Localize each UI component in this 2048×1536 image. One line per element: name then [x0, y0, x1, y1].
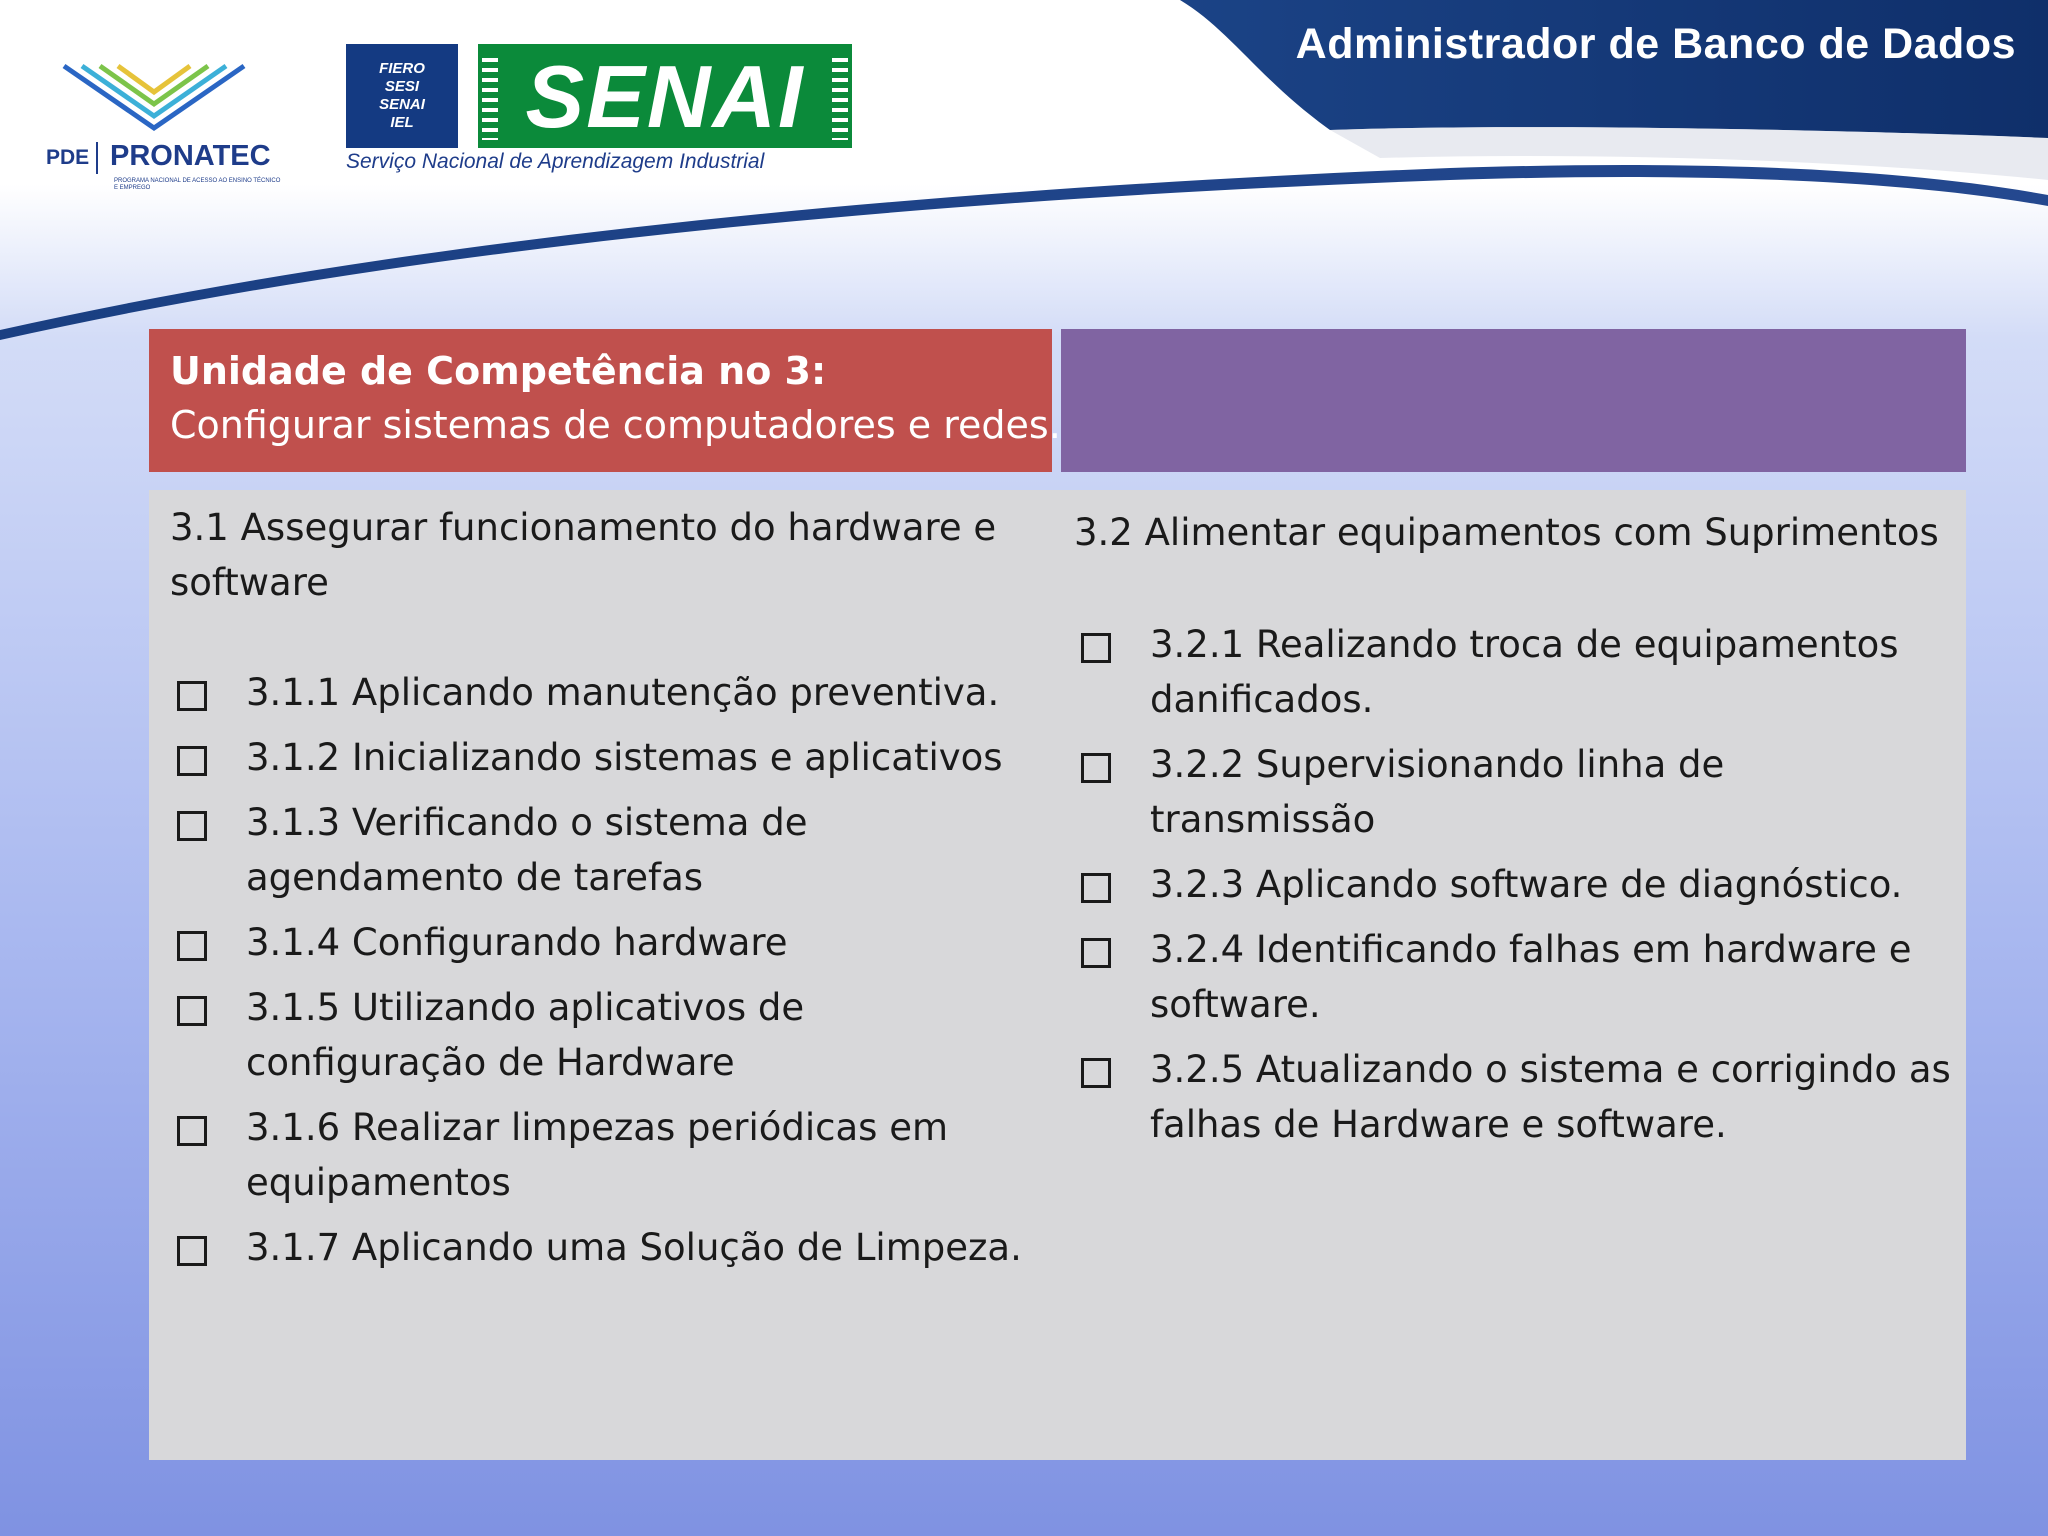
senai-wordmark: SENAI — [525, 47, 805, 146]
pronatec-logo — [44, 58, 284, 198]
checkbox-icon — [1081, 938, 1111, 968]
checkbox-icon — [177, 811, 207, 841]
checkbox-icon — [1081, 1058, 1111, 1088]
list-item-text: 3.2.5 Atualizando o sistema e corrigindo as falhas de Hardware e software. — [1150, 1048, 1951, 1146]
pronatec-divider — [96, 142, 98, 174]
badge-line: FIERO — [379, 60, 425, 77]
list-item — [170, 980, 1040, 1090]
competency-column-3-1 — [170, 500, 1040, 1285]
list-item — [170, 1220, 1040, 1275]
list-item — [170, 665, 1040, 720]
list-item-text: 3.1.6 Realizar limpezas periódicas em equipamentos — [246, 1106, 949, 1204]
badge-line: IEL — [390, 114, 414, 131]
pronatec-subtitle: PROGRAMA NACIONAL DE ACESSO AO ENSINO TÉCNICO E EMPREGO — [114, 178, 281, 191]
list-item-text: 3.1.3 Verificando o sistema de agendamento de tarefas — [246, 801, 808, 899]
unit-heading — [149, 329, 1061, 472]
checkbox-icon — [177, 931, 207, 961]
list-item — [1074, 857, 1954, 912]
list-item-text: 3.1.5 Utilizando aplicativos de configuração de Hardware — [246, 986, 805, 1084]
list-item-text: 3.2.3 Aplicando software de diagnóstico. — [1150, 863, 1903, 906]
skill-list — [1074, 617, 1954, 1152]
list-item — [1074, 1042, 1954, 1152]
pronatec-name: PRONATEC — [110, 140, 271, 172]
senai-logo — [344, 42, 864, 192]
list-item — [1074, 922, 1954, 1032]
checkbox-icon — [1081, 753, 1111, 783]
pronatec-pde-label: PDE — [46, 146, 90, 169]
course-title: Administrador de Banco de Dados — [1295, 20, 2016, 68]
list-item-text: 3.1.7 Aplicando uma Solução de Limpeza. — [246, 1226, 1022, 1269]
unit-subtitle: Configurar sistemas de computadores e redes. — [170, 403, 1061, 447]
checkbox-icon — [177, 1236, 207, 1266]
badge-line: SENAI — [379, 96, 425, 113]
senai-wordmark-box — [478, 44, 852, 148]
badge-line: SESI — [384, 78, 420, 95]
list-item — [1074, 737, 1954, 847]
senai-tagline: Serviço Nacional de Aprendizagem Industrial — [346, 150, 765, 173]
unit-title: Unidade de Competência no 3: — [170, 349, 827, 393]
skill-list — [170, 665, 1040, 1275]
column-title: 3.1 Assegurar funcionamento do hardware e software — [170, 506, 997, 604]
fiero-badge — [346, 44, 458, 148]
list-item-text: 3.2.1 Realizando troca de equipamentos danificados. — [1150, 623, 1899, 721]
list-item — [170, 795, 1040, 905]
list-item — [1074, 617, 1954, 727]
checkbox-icon — [177, 1116, 207, 1146]
list-item-text: 3.1.1 Aplicando manutenção preventiva. — [246, 671, 1000, 714]
column-title: 3.2 Alimentar equipamentos com Suprimentos — [1074, 511, 1939, 554]
checkbox-icon — [177, 681, 207, 711]
list-item-text: 3.2.4 Identificando falhas em hardware e software. — [1150, 928, 1912, 1026]
unit-heading-accent — [1061, 329, 1966, 472]
list-item — [170, 915, 1040, 970]
pronatec-chevron-icon — [54, 58, 254, 138]
checkbox-icon — [1081, 633, 1111, 663]
checkbox-icon — [177, 746, 207, 776]
checkbox-icon — [177, 996, 207, 1026]
checkbox-icon — [1081, 873, 1111, 903]
list-item — [170, 730, 1040, 785]
list-item-text: 3.1.4 Configurando hardware — [246, 921, 788, 964]
list-item-text: 3.2.2 Supervisionando linha de transmissão — [1150, 743, 1725, 841]
list-item-text: 3.1.2 Inicializando sistemas e aplicativos — [246, 736, 1003, 779]
competency-column-3-2 — [1074, 500, 1954, 1162]
list-item — [170, 1100, 1040, 1210]
